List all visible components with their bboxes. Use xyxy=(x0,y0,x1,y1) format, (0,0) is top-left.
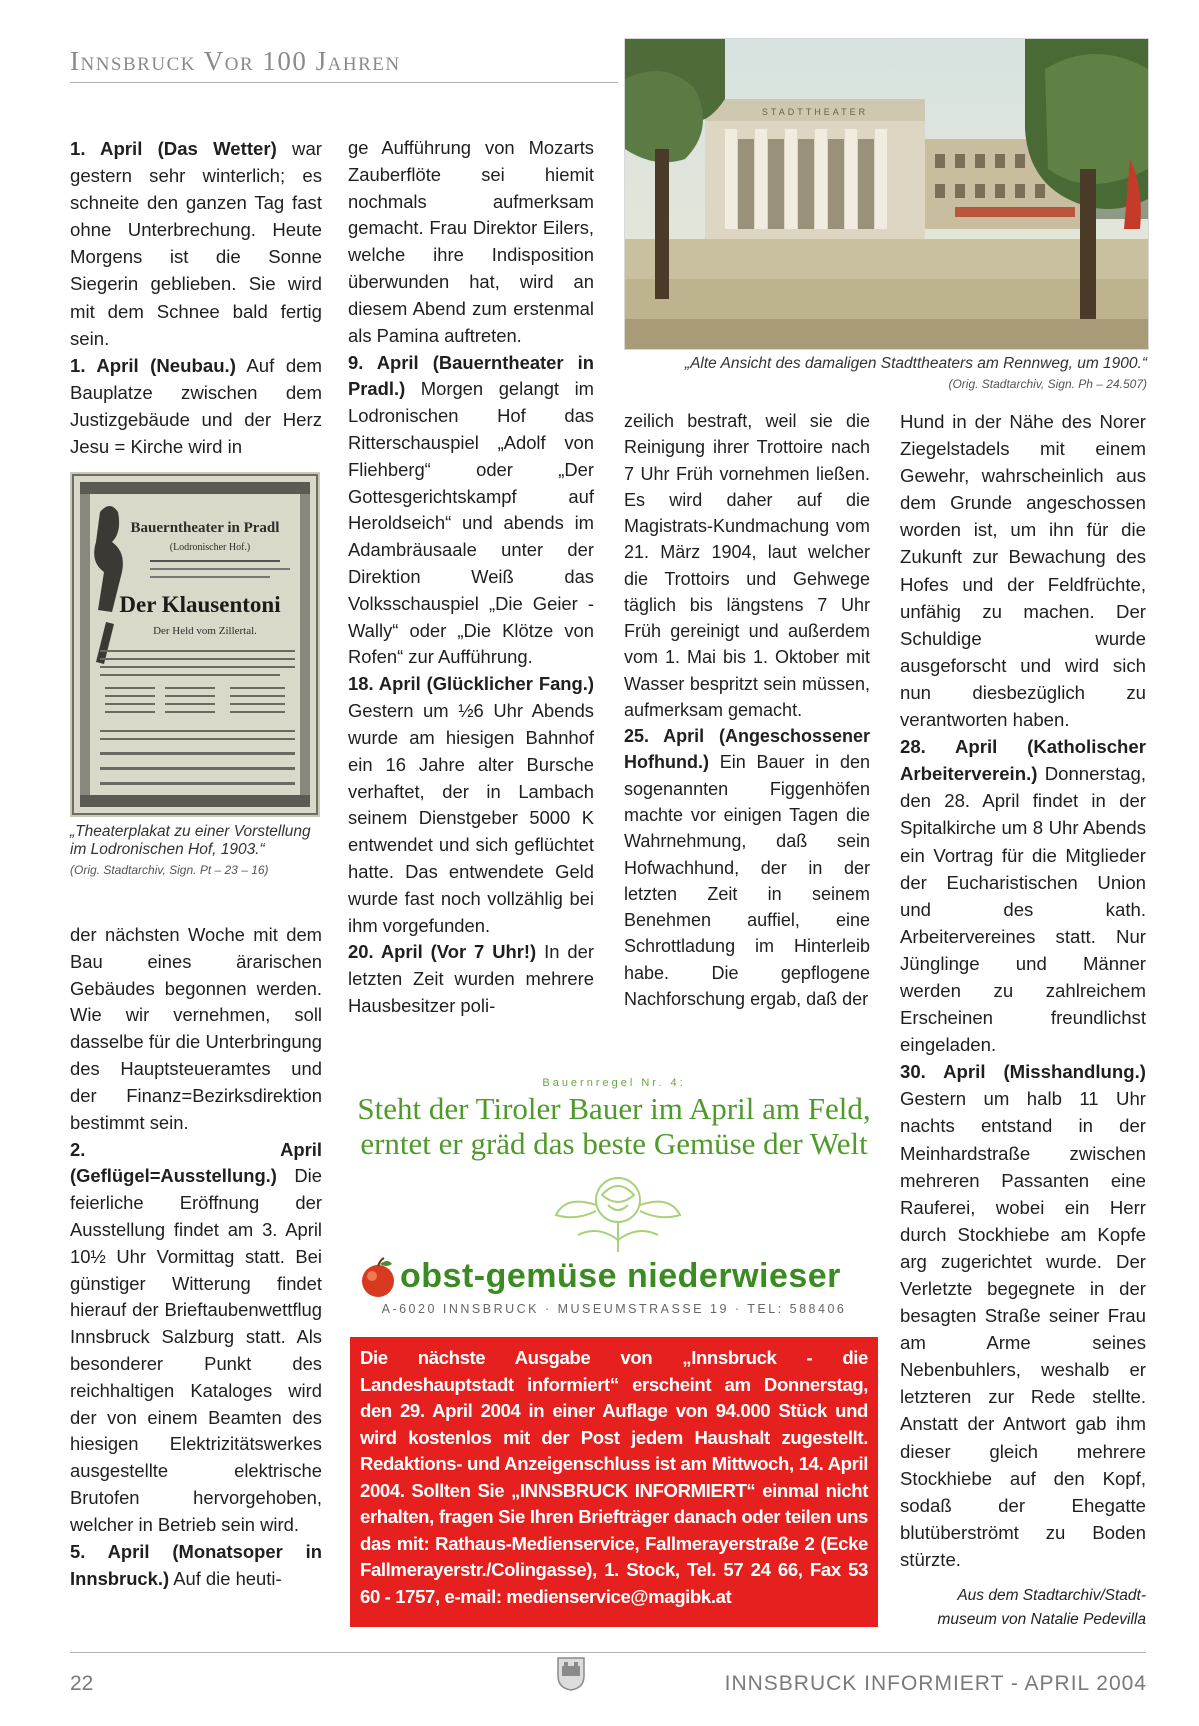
article-fang xyxy=(348,671,594,939)
article-hofhund-cont: Hund in der Nähe des Norer Ziegelstadels mit einem Gewehr, wahrscheinlich aus dem Grunde angeschossen worden ist, um ihn für die Zukunft zur Bewachung des Hofes und der Feldfrüchte, unfähig zu machen. Der Schuldige wurde ausgeforscht und wird sich nun diesbezüglich zu verantworten haben. xyxy=(900,411,1146,731)
magazine-name: INNSBRUCK INFORMIERT - APRIL 2004 xyxy=(724,1672,1147,1695)
column-1 xyxy=(70,135,322,460)
article-misshandlung xyxy=(900,1058,1146,1573)
article-vor-7-uhr xyxy=(348,939,594,1019)
article-heading: 30. April (Misshandlung.) xyxy=(900,1061,1146,1083)
author-credit xyxy=(908,1584,1146,1632)
article-heading: 5. April (Monatsoper in Innsbruck.) xyxy=(70,1540,322,1589)
article-wetter xyxy=(70,135,322,352)
article-heading: 1. April (Neubau.) xyxy=(70,354,236,376)
article-heading: 28. April (Katholischer Arbeiterverein.) xyxy=(900,736,1146,785)
article-heading: 9. April (Bauerntheater in Pradl.) xyxy=(348,351,594,400)
section-title: Innsbruck Vor 100 Jahren xyxy=(70,46,401,76)
photo-caption xyxy=(624,355,1147,393)
column-2 xyxy=(348,135,594,1020)
header-rule xyxy=(70,82,618,83)
photo-source: (Orig. Stadtarchiv, Sign. Ph – 24.507) xyxy=(948,377,1147,391)
poster-title: Der Klausentoni xyxy=(119,592,281,617)
poster-caption-text: „Theaterplakat zu einer Vorstellung im Lodronischen Hof, 1903.“ xyxy=(70,823,311,858)
ad-brand-name: obst-gemüse niederwieser xyxy=(400,1257,841,1295)
article-monatsoper xyxy=(70,1539,322,1593)
rose-illustration-icon xyxy=(538,1165,698,1255)
column-1-continued xyxy=(70,922,322,1592)
photo-caption-text: „Alte Ansicht des damaligen Stadttheaters am Rennweg, um 1900.“ xyxy=(684,355,1147,372)
vegetable-shop-advertisement[interactable] xyxy=(348,1073,880,1323)
photo-facade-text: STADTTHEATER xyxy=(761,107,869,117)
article-text: war gestern sehr winterlich; es schneite den ganzen Tag fast ohne Unterbrechung. Heute Morgens ist die Sonne Siegerin geblieben. Sie wird mit dem Schnee bald fertig sein. xyxy=(70,138,322,349)
article-gefluegel xyxy=(70,1137,322,1539)
ad-address: A-6020 INNSBRUCK · MUSEUMSTRASSE 19 · TEL: 588406 xyxy=(381,1302,847,1316)
poster-line-2: (Lodronischer Hof.) xyxy=(169,542,251,553)
article-text: Die feierliche Eröffnung der Ausstellung findet am 3. April 10½ Uhr Vormittag statt. Bei günstiger Witterung findet hierauf der Brieftaubenwettflug Innsbruck Salzburg statt. Als besonderer Punkt des reichhaltigen Kataloges wird der von einem Beamten des hiesigen Elektrizitätswerkes ausgestellte elektrische Brutofen hervorgehoben, welcher in Betrieb sein wird. xyxy=(70,1165,322,1535)
poster-source: (Orig. Stadtarchiv, Sign. Pt – 23 – 16) xyxy=(70,863,269,877)
article-heading: 20. April (Vor 7 Uhr!) xyxy=(348,941,537,963)
article-text: Gestern um ½6 Uhr Abends wurde am hiesigen Bahnhof ein 16 Jahre alter Bursche verhaftet, der in Lambach seinem Dienstgeber 5000 K entwendet und sich geflüchtet hatte. Das entwendete Geld wurde fast noch vollzählig bei ihm vorgefunden. xyxy=(348,700,594,936)
credit-line-2: museum von Natalie Pedevilla xyxy=(937,1611,1146,1628)
article-text: Donnerstag, den 28. April findet in der Spitalkirche um 8 Uhr Abends ein Vortrag für die Mitglieder der Eucharistischen Union und des kath. Arbeitervereines statt. Nur Jünglinge und Männer werden zu zahlreichem Erscheinen freundlichst eingeladen. xyxy=(900,763,1146,1056)
ad-slogan-line-2: erntet er gräd das beste Gemüse der Welt xyxy=(360,1126,868,1161)
article-text: Auf die heuti- xyxy=(169,1567,282,1589)
footer-rule xyxy=(70,1652,1146,1653)
article-bauerntheater xyxy=(348,350,594,672)
article-hofhund xyxy=(624,723,870,1012)
article-vor-7-uhr-cont: zeilich bestraft, weil sie die Reinigung ihrer Trottoire nach 7 Uhr Früh vornehmen ließen. Es wird daher auf die Magistrats-Kundmachung vom 21. März 1904, laut welcher die Trottoirs und Gehwege täglich bis längstens 7 Uhr Früh gereinigt und außerdem vom 1. Mai bis 1. Oktober mit Wasser bespritzt sein müssen, aufmerksam gemacht. xyxy=(624,411,870,720)
page-number: 22 xyxy=(70,1672,94,1695)
credit-line-1: Aus dem Stadtarchiv/Stadt- xyxy=(957,1587,1146,1604)
stadttheater-photo xyxy=(624,38,1149,350)
article-text: Ein Bauer in den sogenannten Figgenhöfen machte vor einigen Tagen die Wahrnehmung, daß sein Hofwachhund, der in der letzten Zeit in seinem Benehmen auffiel, eine Schrottladung im Hinterleib habe. Die gepflogene Nachforschung ergab, daß der xyxy=(624,752,870,1009)
poster-line-1: Bauerntheater in Pradl xyxy=(130,520,280,536)
column-4 xyxy=(900,408,1146,1573)
poster-caption xyxy=(70,823,320,879)
next-issue-notice xyxy=(350,1337,878,1627)
article-arbeiterverein xyxy=(900,733,1146,1058)
theater-poster-image xyxy=(70,472,320,817)
ad-slogan xyxy=(348,1091,880,1161)
poster-subtitle: Der Held vom Zillertal. xyxy=(153,625,257,637)
article-monatsoper-cont: ge Aufführung von Mozarts Zauberflöte sei hiemit nochmals aufmerksam gemacht. Frau Direktor Eilers, welche ihre Indisposition überwunden hat, wird an diesem Abend zum erstenmal als Pamina auftreten. xyxy=(348,137,594,346)
article-heading: 2. April (Geflügel=Ausstellung.) xyxy=(70,1138,322,1187)
article-text: Morgen gelangt im Lodronischen Hof das Ritterschauspiel „Adolf von Fliehberg“ oder „Der Gottesgerichtskampf auf Heroldseich“ und abends im Adambräusaale unter der Direktion Weiß das Volksschauspiel „Die Geier -Wally“ oder „Die Klötze von Rofen“ zur Aufführung. xyxy=(348,378,594,668)
article-heading: 1. April (Das Wetter) xyxy=(70,138,277,159)
notice-text: von „Innsbruck - die Landeshauptstadt informiert“ erscheint am Donnerstag, den 29. April 2004 in einer Auflage von 94.000 Stück und wird kostenlos mit der Post jedem Haushalt zugestellt. Redaktions- und Anzeigenschluss ist am Mittwoch, 14. April 2004. Sollten Sie „INNSBRUCK INFORMIERT“ einmal nicht erhalten, fragen Sie Ihren Briefträger danach oder teilen uns das mit: Rathaus-Medienservice, Fallmerayerstraße 2 (Ecke Fallmerayerstr./Colingasse), 1. Stock, Tel. 57 24 66, Fax 53 60 - 1757, e-mail: medienservice@magibk.at xyxy=(360,1347,868,1607)
article-heading: 18. April (Glücklicher Fang.) xyxy=(348,673,594,695)
article-text: In der letzten Zeit wurden mehrere Hausbesitzer poli- xyxy=(348,941,595,1016)
article-neubau-cont: der nächsten Woche mit dem Bau eines ärarischen Gebäudes begonnen werden. Wie wir vernehmen, soll dasselbe für die Unterbringung des Hauptsteueramtes und der Finanz=Bezirksdirektion bestimmt sein. xyxy=(70,924,322,1133)
article-text: Gestern um halb 11 Uhr nachts entstand in der Meinhardstraße zwischen mehreren Passanten eine Rauferei, wobei ein Herr durch Stockhiebe am Kopfe arg zugerichtet wurde. Der Verletzte begegnete in der besagten Straße seiner Frau am Arme seines Nebenbuhlers, weshalb er letzteren zur Rede stellte. Anstatt der Antwort gab ihm dieser gleich mehrere Stockhiebe auf den Kopf, sodaß der Ehegatte blutüberströmt zu Boden stürzte. xyxy=(900,1088,1146,1570)
article-heading: 25. April (Angeschossener Hofhund.) xyxy=(624,726,870,773)
city-crest-icon xyxy=(556,1656,586,1692)
article-text: Auf dem Bauplatze zwischen dem Justizgebäude und der Herz Jesu = Kirche wird in xyxy=(70,354,322,458)
notice-lead: Die nächste Ausgabe xyxy=(360,1347,591,1368)
ad-series-label: Bauernregel Nr. 4: xyxy=(542,1077,686,1089)
apple-icon xyxy=(356,1255,400,1299)
ad-slogan-line-1: Steht der Tiroler Bauer im April am Feld, xyxy=(357,1091,871,1126)
article-neubau xyxy=(70,352,322,460)
column-3 xyxy=(624,408,870,1012)
